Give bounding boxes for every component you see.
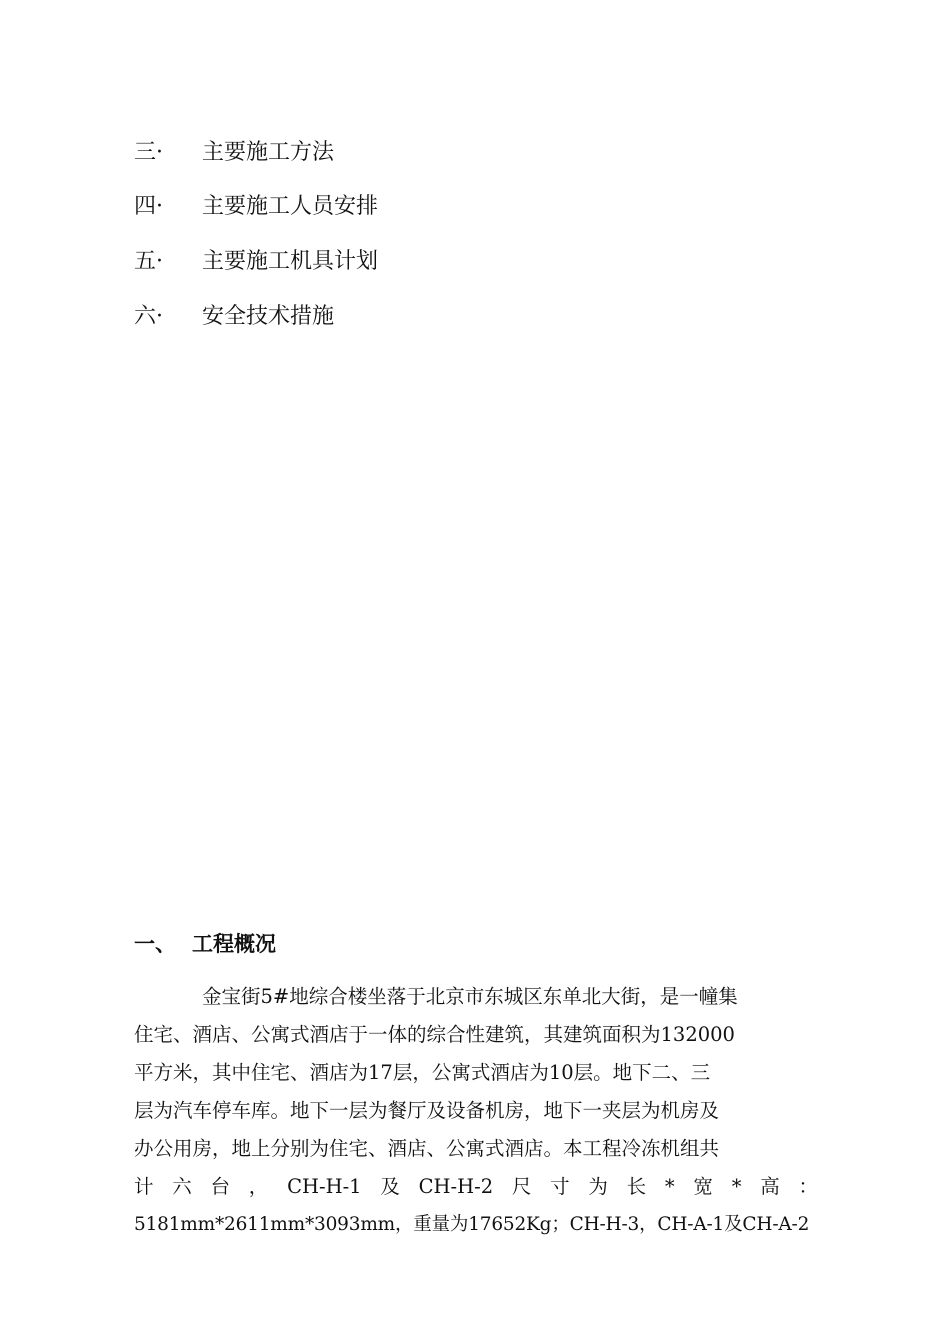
- toc-item-equipment: [134, 247, 378, 277]
- word: 长: [626, 1175, 647, 1198]
- paragraph-line: 平方米，其中住宅、酒店为17层，公寓式酒店为10层。地下二、三: [134, 1061, 711, 1084]
- word: 高: [760, 1175, 780, 1198]
- toc-text: 主要施工人员安排: [202, 194, 379, 219]
- paragraph-line: 办公用房，地上分别为住宅、酒店、公寓式酒店。本工程冷冻机组共: [134, 1137, 720, 1160]
- section-title: 工程概况: [192, 932, 276, 956]
- toc-text: 主要施工方法: [202, 140, 335, 165]
- toc-item-safety: [134, 302, 334, 332]
- word: ，: [248, 1175, 269, 1198]
- toc-item-methods: [134, 138, 334, 168]
- toc-number: 四·: [134, 194, 163, 219]
- word: CH-H-1: [287, 1175, 362, 1198]
- toc-text: 安全技术措施: [202, 304, 335, 329]
- word: 宽: [693, 1175, 713, 1198]
- toc-item-personnel: [134, 192, 378, 222]
- toc-number: 六·: [134, 304, 163, 329]
- toc-number: 五·: [134, 249, 163, 274]
- paragraph-line: 5181mm*2611mm*3093mm，重量为17652Kg；CH-H-3，CH-A-1及CH-A-2: [134, 1214, 810, 1235]
- paragraph-line-justified: [134, 1168, 818, 1206]
- word: ：: [798, 1175, 818, 1198]
- word: 尺: [511, 1175, 532, 1198]
- paragraph-line: 层为汽车停车库。地下一层为餐厅及设备机房，地下一夹层为机房及: [134, 1099, 720, 1122]
- section-heading: [134, 928, 276, 960]
- toc-number: 三·: [134, 140, 163, 165]
- toc-text: 主要施工机具计划: [202, 249, 379, 274]
- paragraph-line: 金宝街5#地综合楼坐落于北京市东城区东单北大街，是一幢集: [202, 985, 738, 1008]
- word: CH-H-2: [418, 1175, 494, 1198]
- word: 及: [380, 1175, 400, 1198]
- word: 寸: [550, 1175, 570, 1198]
- section-number: 一、: [134, 932, 176, 956]
- word: 计: [134, 1175, 154, 1198]
- word: 台: [210, 1175, 231, 1198]
- paragraph-line: 住宅、酒店、公寓式酒店于一体的综合性建筑，其建筑面积为132000: [134, 1023, 735, 1046]
- word: 为: [588, 1175, 608, 1198]
- word: 六: [172, 1175, 192, 1198]
- word: *: [664, 1175, 675, 1198]
- word: *: [731, 1175, 742, 1198]
